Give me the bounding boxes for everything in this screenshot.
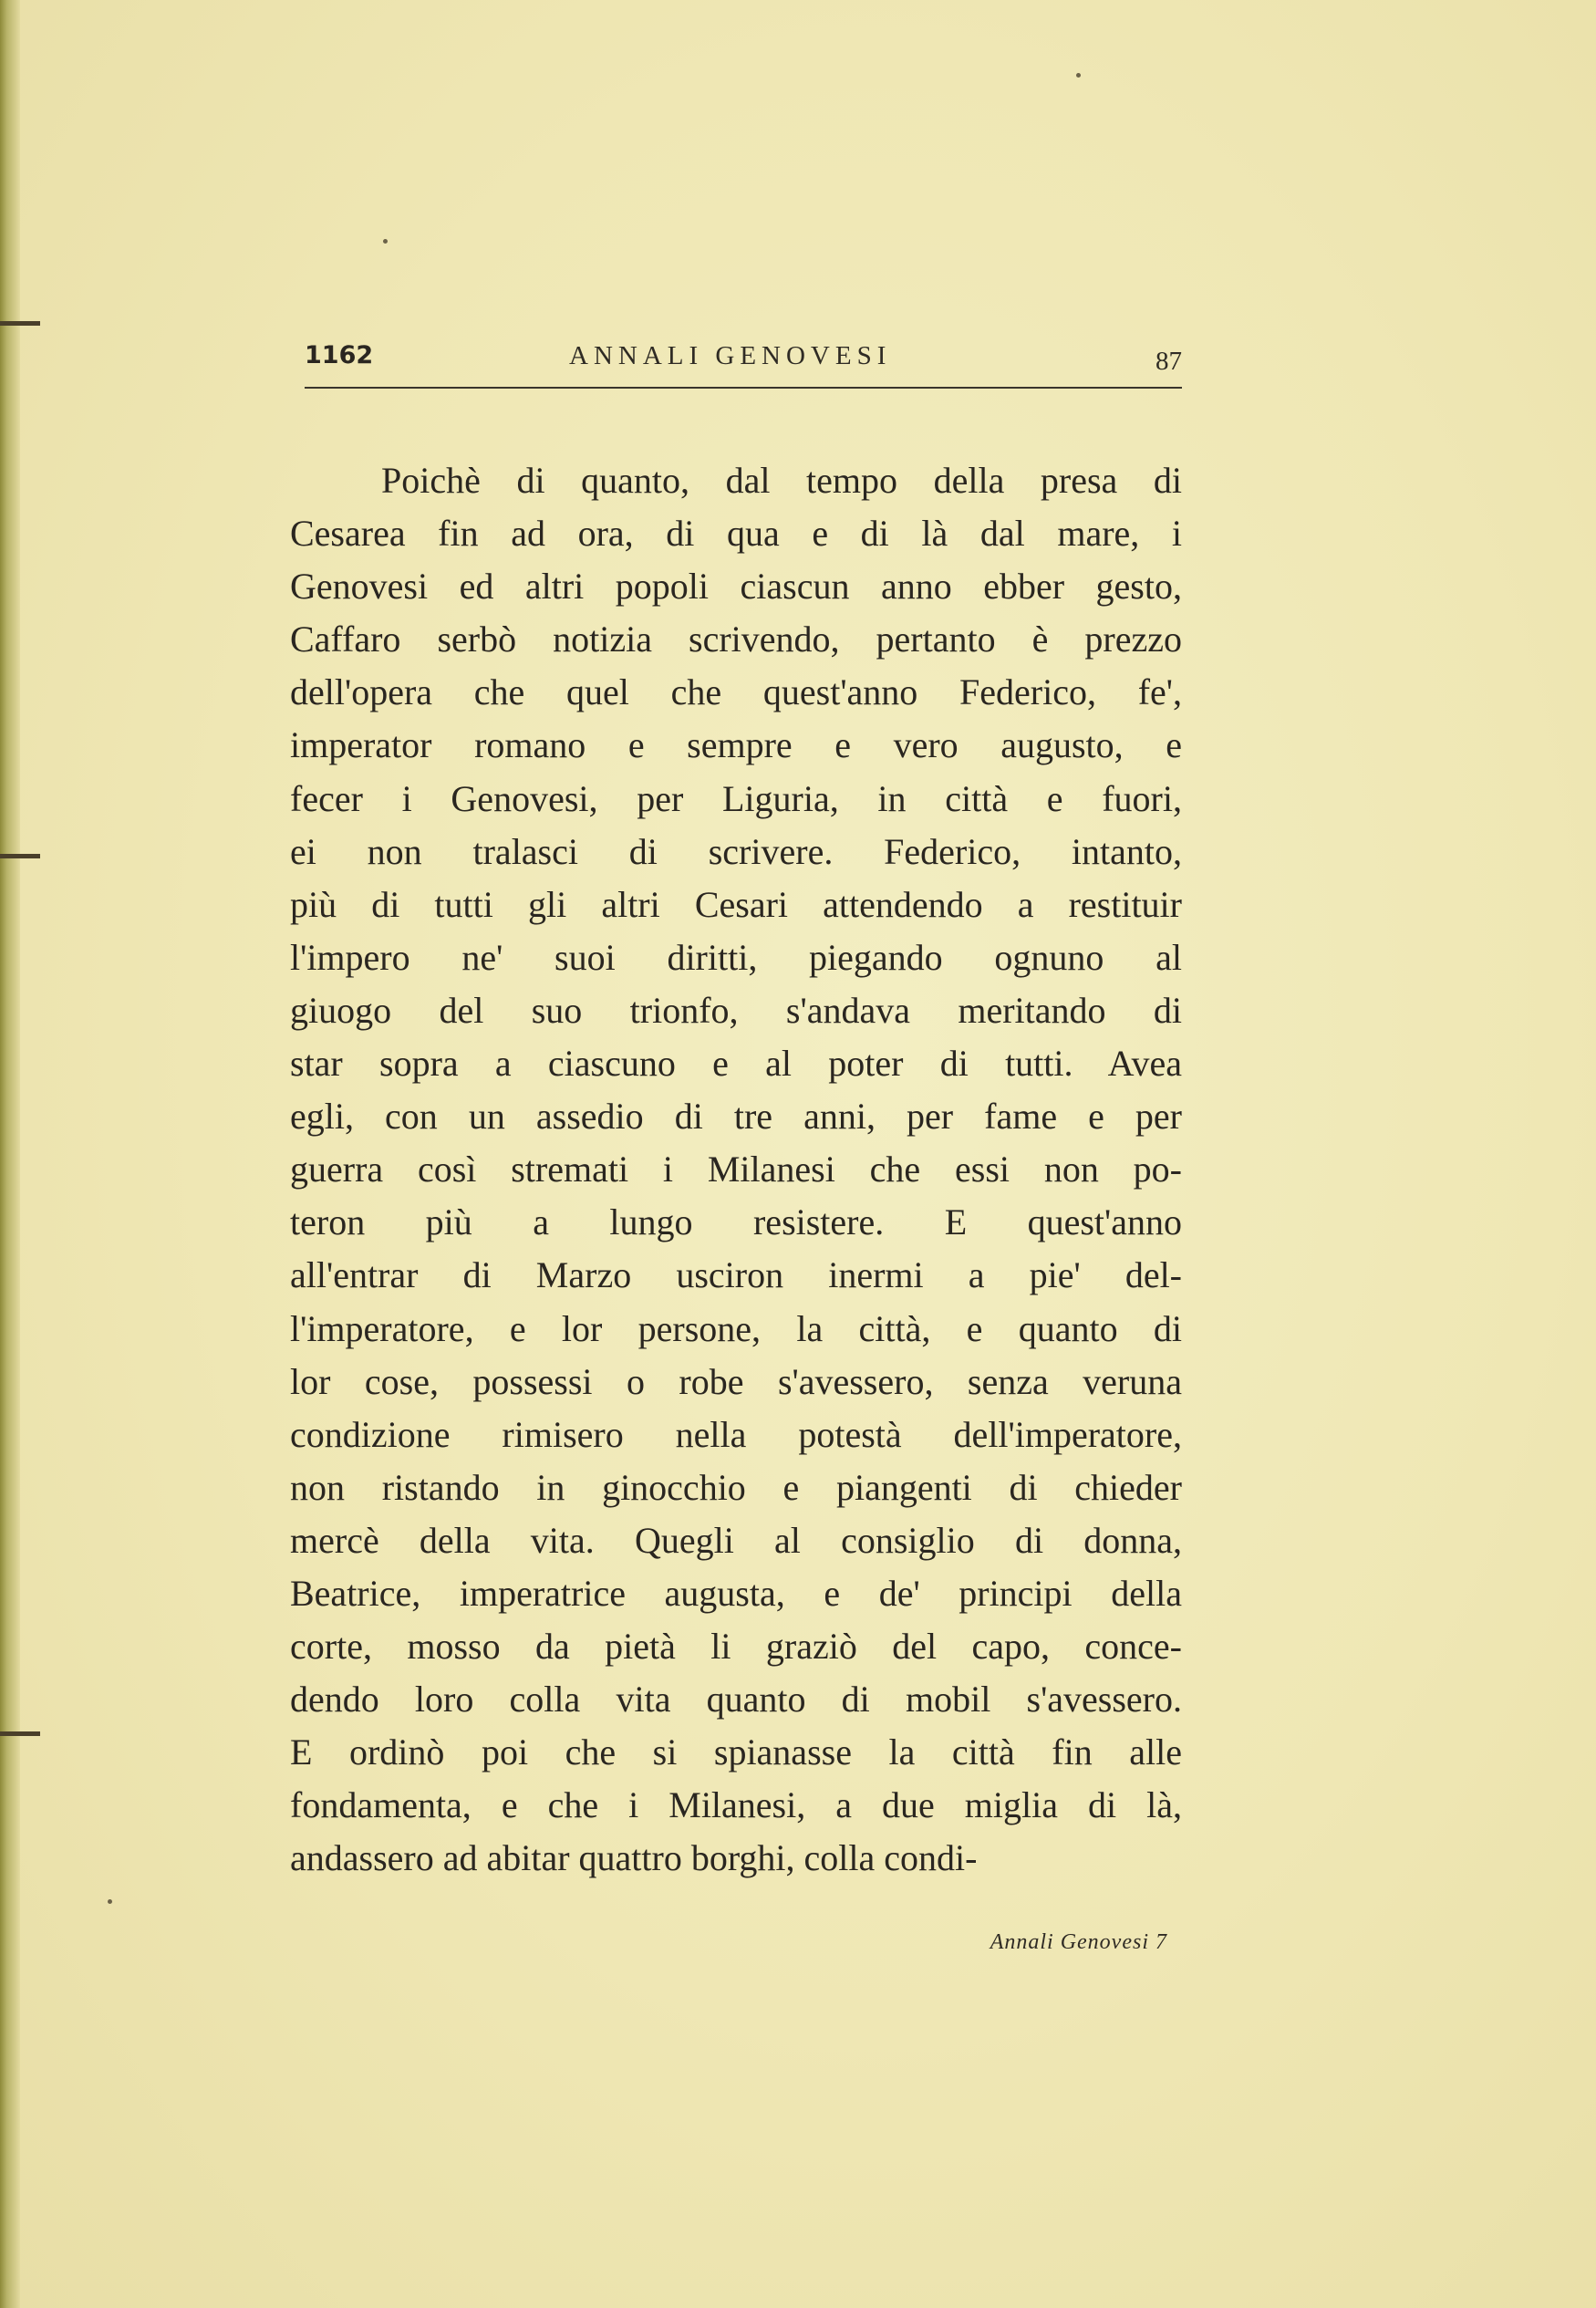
text-line: star sopra a ciascuno e al poter di tutti. Avea (290, 1043, 1182, 1085)
text-line: giuogo del suo trionfo, s'andava meritando di (290, 989, 1182, 1031)
text-line: l'imperatore, e lor persone, la città, e quanto di (290, 1307, 1182, 1349)
paper-speck (1076, 73, 1081, 78)
text-line: più di tutti gli altri Cesari attendendo a restituir (290, 883, 1182, 925)
page-binding-edge (0, 0, 20, 2308)
page-number: 87 (1156, 347, 1182, 376)
binding-thread-mark (0, 1731, 40, 1736)
text-line: all'entrar di Marzo usciron inermi a pie' del- (290, 1254, 1182, 1296)
text-line: corte, mosso da pietà li graziò del capo, conce- (290, 1626, 1182, 1668)
text-line: egli, con un assedio di tre anni, per fame e per (290, 1096, 1182, 1138)
paper-speck (383, 239, 388, 244)
text-line: Poichè di quanto, dal tempo della presa di (381, 460, 1182, 501)
text-line: teron più a lungo resistere. E quest'anno (290, 1201, 1182, 1243)
text-line: Genovesi ed altri popoli ciascun anno ebber gesto, (290, 566, 1182, 608)
text-line: condizione rimisero nella potestà dell'imperatore, (290, 1413, 1182, 1455)
text-line: non ristando in ginocchio e piangenti di chieder (290, 1466, 1182, 1508)
text-line: E ordinò poi che si spianasse la città fin alle (290, 1731, 1182, 1773)
text-line: fondamenta, e che i Milanesi, a due miglia di là, (290, 1784, 1182, 1826)
signature-mark: Annali Genovesi 7 (990, 1930, 1167, 1954)
text-line: Beatrice, imperatrice augusta, e de' principi della (290, 1572, 1182, 1614)
text-line: guerra così stremati i Milanesi che essi non po- (290, 1149, 1182, 1190)
text-line: lor cose, possessi o robe s'avessero, senza veruna (290, 1360, 1182, 1402)
text-line: ei non tralasci di scrivere. Federico, intanto, (290, 830, 1182, 872)
header-rule (305, 387, 1182, 389)
binding-thread-mark (0, 854, 40, 858)
paper-speck (108, 1899, 112, 1904)
body-text (290, 454, 1182, 1886)
text-line: Caffaro serbò notizia scrivendo, pertanto è prezzo (290, 619, 1182, 660)
text-line: mercè della vita. Quegli al consiglio di donna, (290, 1519, 1182, 1561)
text-line: l'impero ne' suoi diritti, piegando ognuno al (290, 936, 1182, 978)
header-year: 1162 (305, 341, 374, 369)
binding-thread-mark (0, 321, 40, 326)
text-line: dell'opera che quel che quest'anno Federico, fe', (290, 671, 1182, 713)
text-line: Cesarea fin ad ora, di qua e di là dal mare, i (290, 513, 1182, 555)
text-line: andassero ad abitar quattro borghi, colla condi- (290, 1837, 978, 1879)
header-title: ANNALI GENOVESI (569, 341, 892, 370)
text-line: imperator romano e sempre e vero augusto, e (290, 724, 1182, 766)
text-line: dendo loro colla vita quanto di mobil s'avessero. (290, 1679, 1182, 1721)
running-header (305, 334, 1182, 389)
text-line: fecer i Genovesi, per Liguria, in città e fuori, (290, 777, 1182, 819)
